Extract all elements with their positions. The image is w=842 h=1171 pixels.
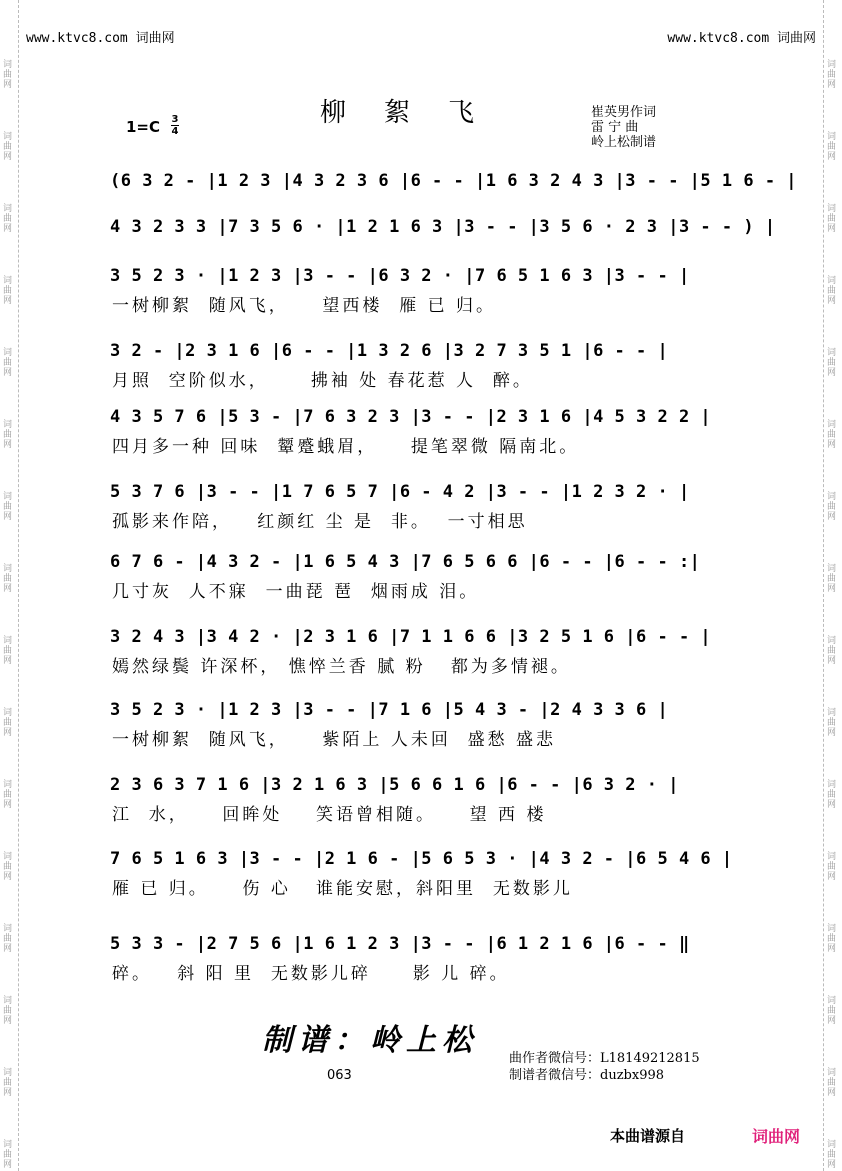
edge-watermark-text: 词曲网: [827, 132, 837, 162]
edge-watermark-text: 词曲网: [3, 348, 13, 378]
composer: 雷 宁 曲: [591, 120, 639, 135]
lyrics-line: 碎。 斜 阳 里 无数影儿碎 影 儿 碎。: [112, 964, 510, 984]
score-line: [110, 549, 746, 575]
notation-line: 3 5 2 3 · |1 2 3 |3 - - |6 3 2 · |7 6 5 1 6 3 |3 - - |: [110, 266, 690, 286]
notation-line: 4 3 2 3 3 |7 3 5 6 · |1 2 1 6 3 |3 - - |3 5 6 · 2 3 |3 - - ) |: [110, 217, 776, 237]
edge-watermark-text: 词曲网: [3, 780, 13, 810]
edge-watermark-text: 词曲网: [827, 60, 837, 90]
edge-watermark-text: 词曲网: [3, 708, 13, 738]
notation-line: 5 3 3 - |2 7 5 6 |1 6 1 2 3 |3 - - |6 1 2 1 6 |6 - - ‖: [110, 934, 690, 954]
lyrics-line: 一树柳絮 随风飞， 望西楼 雁 已 归。: [112, 296, 497, 316]
score-line: [110, 263, 746, 289]
edge-watermark-text: 词曲网: [3, 60, 13, 90]
lyrics-line: 几寸灰 人不寐 一曲琵 琶 烟雨成 泪。: [112, 582, 480, 602]
score-line: [110, 624, 746, 650]
lyrics-line: 四月多一种 回味 颦蹙蛾眉， 提笔翠微 隔南北。: [112, 437, 580, 457]
contact-info: [509, 1050, 700, 1084]
lyrics-line: 江 水， 回眸处 笑语曾相随。 望 西 楼: [112, 805, 547, 825]
lyrics-line: 一树柳絮 随风飞， 紫陌上 人未回 盛愁 盛悲: [112, 730, 557, 750]
time-signature-top: 3: [171, 114, 179, 125]
page-number: 063: [327, 1068, 352, 1083]
lyricist: 崔英男作词: [591, 105, 657, 120]
edge-watermark-text: 词曲网: [3, 276, 13, 306]
edge-watermark-text: 词曲网: [3, 924, 13, 954]
edge-watermark-text: 词曲网: [827, 852, 837, 882]
notation-line: 6 7 6 - |4 3 2 - |1 6 5 4 3 |7 6 5 6 6 |6 - - |6 - - :|: [110, 552, 701, 572]
edge-watermark-text: 词曲网: [3, 1140, 13, 1170]
edge-watermark-text: 词曲网: [827, 708, 837, 738]
notation-line: (6 3 2 - |1 2 3 |4 3 2 3 6 |6 - - |1 6 3 2 4 3 |3 - - |5 1 6 - |: [110, 171, 798, 191]
edge-watermark-text: 词曲网: [827, 996, 837, 1026]
right-watermark-strip: [823, 0, 842, 1171]
edge-watermark-text: 词曲网: [3, 1068, 13, 1098]
source-label: 本曲谱源自: [610, 1127, 686, 1145]
notation-line: 4 3 5 7 6 |5 3 - |7 6 3 2 3 |3 - - |2 3 1 6 |4 5 3 2 2 |: [110, 407, 712, 427]
site-logo[interactable]: 词曲网: [752, 1127, 801, 1146]
edge-watermark-text: 词曲网: [827, 348, 837, 378]
key-signature: 1=C: [126, 118, 161, 136]
score-line: [110, 479, 746, 505]
score-line: [110, 338, 746, 364]
score-line: [110, 931, 746, 957]
left-watermark-strip: [0, 0, 19, 1171]
edge-watermark-text: 词曲网: [827, 636, 837, 666]
edge-watermark-text: 词曲网: [3, 492, 13, 522]
edge-watermark-text: 词曲网: [3, 996, 13, 1026]
edge-watermark-text: 词曲网: [3, 420, 13, 450]
edge-watermark-text: 词曲网: [3, 636, 13, 666]
score-line: [110, 168, 798, 194]
edge-watermark-text: 词曲网: [827, 1140, 837, 1170]
edge-watermark-text: 词曲网: [3, 564, 13, 594]
notation-line: 2 3 6 3 7 1 6 |3 2 1 6 3 |5 6 6 1 6 |6 - - |6 3 2 · |: [110, 775, 679, 795]
maker-signature: 制谱：岭上松: [262, 1023, 478, 1058]
notation-line: 7 6 5 1 6 3 |3 - - |2 1 6 - |5 6 5 3 · |4 3 2 - |6 5 4 6 |: [110, 849, 733, 869]
song-title: 柳絮飞: [320, 98, 513, 128]
edge-watermark-text: 词曲网: [827, 564, 837, 594]
edge-watermark-text: 词曲网: [827, 492, 837, 522]
edge-watermark-text: 词曲网: [3, 132, 13, 162]
lyrics-line: 月照 空阶似水， 拂袖 处 春花惹 人 醉。: [112, 371, 533, 391]
edge-watermark-text: 词曲网: [827, 420, 837, 450]
score-line: [110, 214, 776, 240]
edge-watermark-text: 词曲网: [827, 924, 837, 954]
edge-watermark-text: 词曲网: [827, 1068, 837, 1098]
credits: [591, 105, 656, 150]
notation-line: 5 3 7 6 |3 - - |1 7 6 5 7 |6 - 4 2 |3 - - |1 2 3 2 · |: [110, 482, 690, 502]
score-line: [110, 846, 746, 872]
time-signature: [171, 114, 179, 137]
edge-watermark-text: 词曲网: [3, 204, 13, 234]
notation-line: 3 5 2 3 · |1 2 3 |3 - - |7 1 6 |5 4 3 - |2 4 3 3 6 |: [110, 700, 669, 720]
notation-line: 3 2 - |2 3 1 6 |6 - - |1 3 2 6 |3 2 7 3 5 1 |6 - - |: [110, 341, 669, 361]
edge-watermark-text: 词曲网: [827, 780, 837, 810]
edge-watermark-text: 词曲网: [827, 204, 837, 234]
lyrics-line: 雁 已 归。 伤 心 谁能安慰，斜阳里 无数影儿: [112, 879, 573, 899]
notation-line: 3 2 4 3 |3 4 2 · |2 3 1 6 |7 1 1 6 6 |3 2 5 1 6 |6 - - |: [110, 627, 712, 647]
score-line: [110, 697, 746, 723]
score-line: [110, 772, 746, 798]
site-url-left[interactable]: www.ktvc8.com 词曲网: [26, 31, 175, 46]
arranger-wechat: 制谱者微信号：duzbx998: [509, 1068, 665, 1083]
edge-watermark-text: 词曲网: [827, 276, 837, 306]
lyrics-line: 嫣然绿鬓 许深杯， 憔悴兰香 腻 粉 都为多情褪。: [112, 657, 571, 677]
score-line: [110, 404, 746, 430]
edge-watermark-text: 词曲网: [3, 852, 13, 882]
time-signature-bottom: 4: [171, 126, 179, 137]
arranger: 岭上松制谱: [591, 135, 657, 150]
composer-wechat: 曲作者微信号：L18149212815: [509, 1051, 700, 1066]
site-url-right[interactable]: www.ktvc8.com 词曲网: [667, 31, 816, 46]
lyrics-line: 孤影来作陪， 红颜红 尘 是 非。 一寸相思: [112, 512, 528, 532]
